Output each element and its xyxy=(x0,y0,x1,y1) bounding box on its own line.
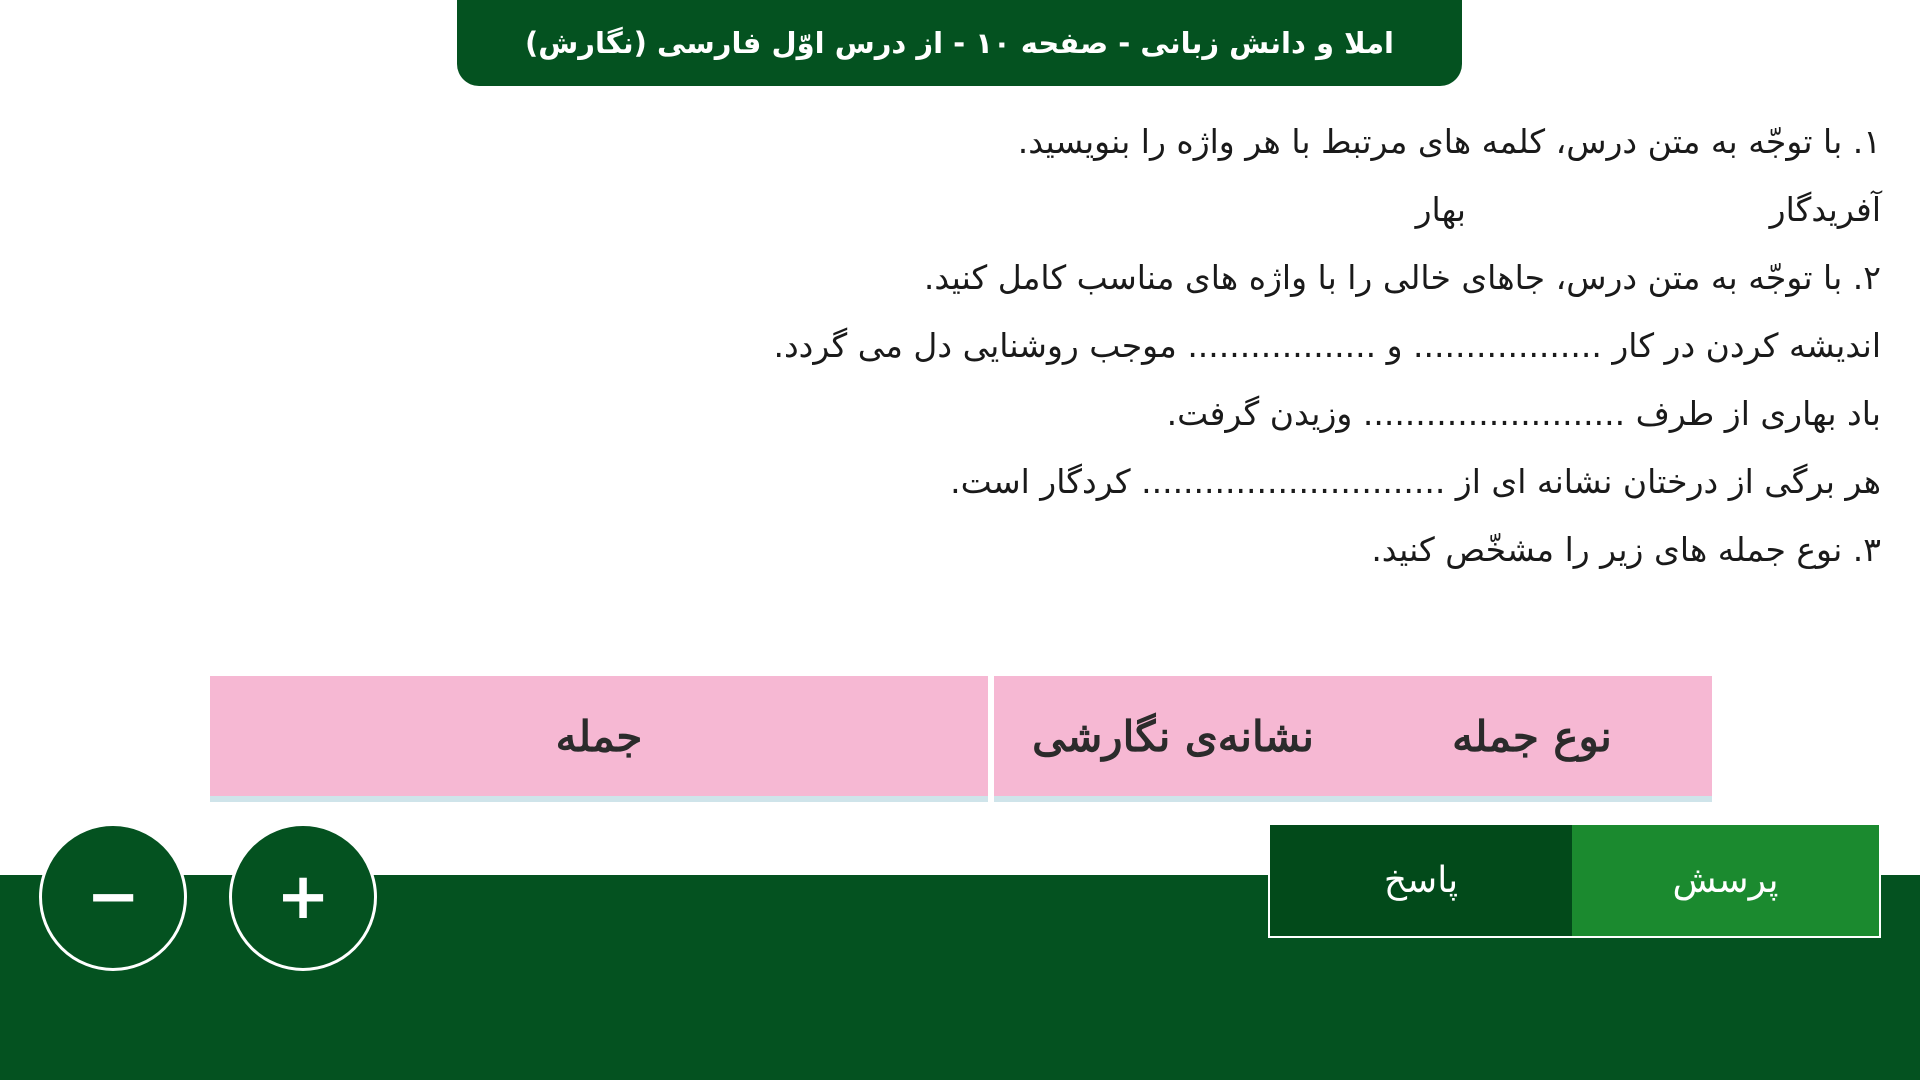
fill-blank-sentence: هر برگی از درختان نشانه ای از ............................. کردگار است. xyxy=(950,462,1881,501)
page-title: املا و دانش زبانی - صفحه ۱۰ - از درس اوّل فارسی (نگارش) xyxy=(524,26,1394,60)
tab-question[interactable]: پرسش xyxy=(1572,825,1879,936)
header-tab xyxy=(457,0,1462,86)
question-1-words xyxy=(561,176,1881,244)
question-answer-tabs xyxy=(1268,823,1881,938)
question-1: ۱. با توجّه به متن درس، کلمه های مرتبط با هر واژه را بنویسید. xyxy=(1017,122,1881,161)
zoom-in-button[interactable] xyxy=(229,823,377,971)
exercise-content xyxy=(561,108,1881,584)
sentence-type-table xyxy=(204,676,1712,806)
table-header-sentence-type: نوع جمله xyxy=(1352,676,1712,802)
word-item: بهار xyxy=(1415,190,1466,229)
zoom-out-button[interactable] xyxy=(39,823,187,971)
fill-blank-sentence: اندیشه کردن در کار .................. و .................. موجب روشنایی دل می گردد. xyxy=(773,326,1881,365)
question-3: ۳. نوع جمله های زیر را مشخّص کنید. xyxy=(1371,530,1881,569)
table-header-punctuation: نشانه‌ی نگارشی xyxy=(994,676,1352,802)
fill-blank-sentence: باد بهاری از طرف ......................... وزیدن گرفت. xyxy=(1166,394,1881,433)
word-item: آفریدگار xyxy=(1769,190,1881,229)
plus-icon: + xyxy=(276,860,330,934)
table-header-sentence: جمله xyxy=(210,676,988,802)
tab-answer[interactable]: پاسخ xyxy=(1270,825,1572,936)
minus-icon: − xyxy=(86,860,140,934)
question-2: ۲. با توجّه به متن درس، جاهای خالی را با واژه های مناسب کامل کنید. xyxy=(923,258,1881,297)
